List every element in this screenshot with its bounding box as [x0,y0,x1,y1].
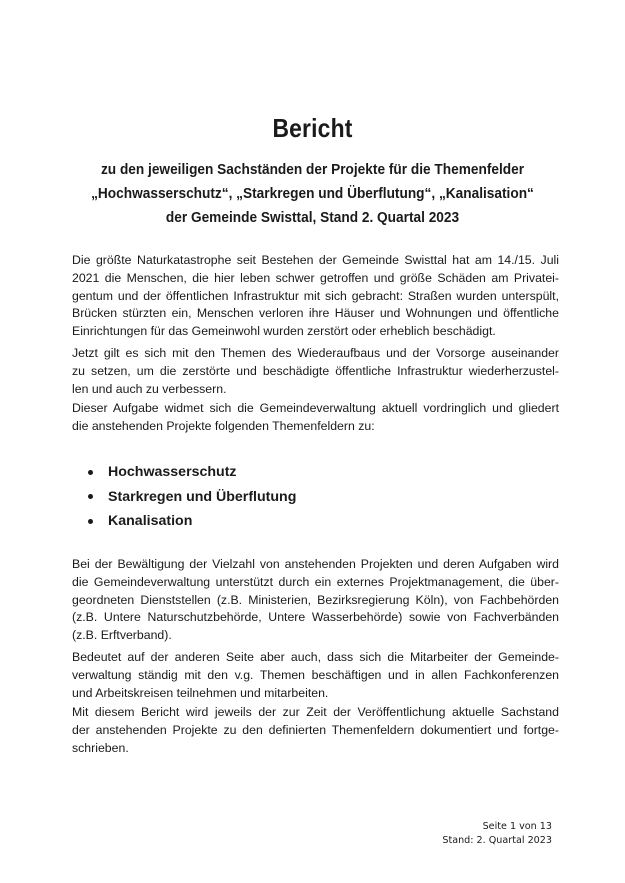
text-line: Die größte Naturkatastrophe seit Bestehen der Gemeinde Swisttal hat am 14./15. Juli [72,253,559,267]
text-line: zu setzen, um die zerstörte und beschädigte öffentliche Infrastruktur wiederherzustel- [72,363,559,378]
bullet-icon [88,470,93,475]
document-title: Bericht [272,113,353,143]
text-line: Einrichtungen für das Gemeinwohl wurden zerstört oder erheblich beschädigt. [72,324,496,339]
list-item [88,460,296,485]
text-line: schrieben. [72,740,129,755]
list-item [88,509,296,534]
text-line: Jetzt gilt es sich mit den Themen des Wiederaufbaus und der Vorsorge auseinander [72,346,559,360]
paragraph-support [72,556,559,645]
text-line: (z.B. Untere Naturschutzbehörde, Untere Wasserbehörde) sowie von Fachverbänden [72,610,559,625]
document-subtitle [0,158,625,230]
text-line: Brücken stürzten ein, Menschen verloren ihre Häuser und Wohnungen und öffentliche [72,306,559,321]
status-date: Stand: 2. Quartal 2023 [442,835,552,846]
subtitle-line: der Gemeinde Swisttal, Stand 2. Quartal 2023 [165,209,460,226]
text-line: Dieser Aufgabe widmet sich die Gemeindeverwaltung aktuell vordringlich und gliedert [72,401,559,415]
paragraph-report [72,704,559,757]
text-line: gentum und der öffentlichen Infrastruktur mit sich gebracht: Straßen wurden unterspült, [72,288,559,303]
paragraph-task [72,400,559,436]
text-line: die anstehenden Projekte folgenden Themenfeldern zu: [72,418,375,433]
text-line: der anstehenden Projekte zu den definierten Themenfeldern dokumentiert und fortge- [72,722,559,737]
subtitle-line: zu den jeweiligen Sachständen der Projekte für die Themenfelder [100,161,525,178]
list-item-label: Kanalisation [108,513,193,529]
text-line: geordneten Dienststellen (z.B. Ministerien, Bezirksregierung Köln), von Fachbehörden [72,592,559,607]
text-line: Mit diesem Bericht wird jeweils der zur Zeit der Veröffentlichung aktuelle Sachstand [72,705,559,719]
bullet-icon [88,494,93,499]
paragraph-staff [72,649,559,702]
page-number: Seite 1 von 13 [482,821,552,832]
text-line: die Gemeindeverwaltung unterstützt durch ein externes Projektmanagement, die über- [72,574,559,589]
bullet-icon [88,519,93,524]
text-line: Bei der Bewältigung der Vielzahl von anstehenden Projekten und deren Aufgaben wird [72,557,559,571]
list-item [88,485,296,510]
paragraph-intro [72,252,559,341]
text-line: Bedeutet auf der anderen Seite aber auch, dass sich die Mitarbeiter der Gemeinde- [72,650,559,664]
list-item-label: Starkregen und Überflutung [108,488,297,505]
subtitle-line: „Hochwasserschutz“, „Starkregen und Überflutung“, „Kanalisation“ [91,185,534,202]
page-footer [442,820,552,848]
list-item-label: Hochwasserschutz [108,464,237,480]
themes-list [88,460,296,534]
text-line: verwaltung ständig mit den v.g. Themen beschäftigen und in allen Fachkonferenzen [72,667,559,682]
text-line: len und auch zu verbessern. [72,381,227,396]
paragraph-reconstruction [72,345,559,398]
text-line: 2021 die Menschen, die hier leben schwer getroffen und größe Schäden am Privatei- [72,270,559,285]
text-line: (z.B. Erftverband). [72,628,172,643]
text-line: und Arbeitskreisen teilnehmen und mitarbeiten. [72,685,329,700]
